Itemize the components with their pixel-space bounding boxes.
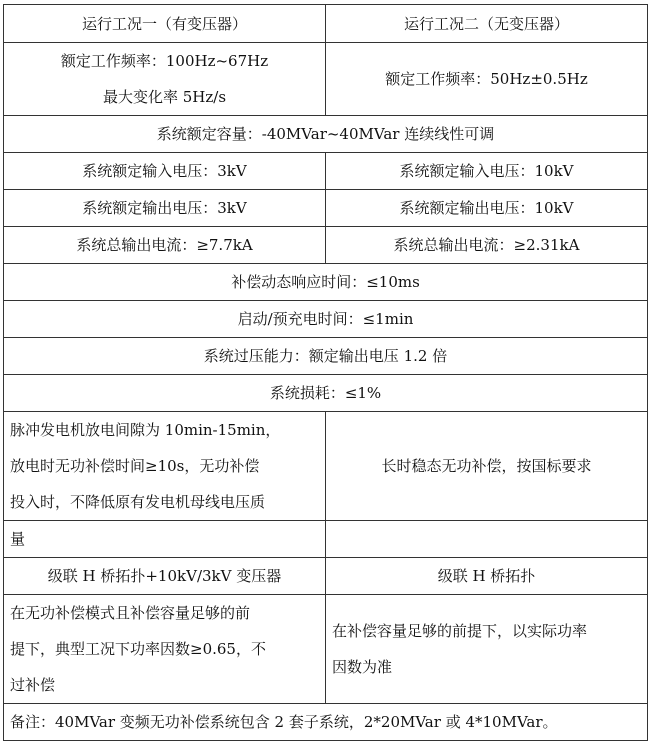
table-row [4,190,648,227]
output-voltage-right: 系统额定输出电压：10kV [326,190,648,227]
input-voltage-left: 系统额定输入电压：3kV [4,153,326,190]
table-row [4,116,648,153]
table-row [4,338,648,375]
power-factor-left-line3: 过补偿 [10,676,56,694]
frequency-left-cell [4,43,326,116]
output-current-left: 系统总输出电流：≥7.7kA [4,227,326,264]
table-row [4,521,648,558]
pulse-left-overflow: 量 [4,521,326,558]
table-row [4,412,648,521]
system-loss: 系统损耗：≤1% [4,375,648,412]
note: 备注：40MVar 变频无功补偿系统包含 2 套子系统，2*20MVar 或 4*10MVar。 [4,704,648,741]
capacity: 系统额定容量：-40MVar~40MVar 连续线性可调 [4,116,648,153]
frequency-left-line2: 最大变化率 5Hz/s [102,88,227,106]
power-factor-left-line1: 在无功补偿模式且补偿容量足够的前 [10,604,251,622]
table-row [4,227,648,264]
table-row [4,301,648,338]
input-voltage-right: 系统额定输入电压：10kV [326,153,648,190]
header-left: 运行工况一（有变压器） [4,5,326,43]
table-row [4,595,648,704]
table-row [4,375,648,412]
pulse-right: 长时稳态无功补偿，按国标要求 [326,412,648,521]
response-time: 补偿动态响应时间：≤10ms [4,264,648,301]
topology-right: 级联 H 桥拓扑 [326,558,648,595]
spec-table [3,4,648,741]
power-factor-right-line2: 因数为准 [332,658,393,676]
power-factor-left-line2: 提下，典型工况下功率因数≥0.65，不 [10,640,266,658]
frequency-left-line1: 额定工作频率：100Hz~67Hz [60,52,269,70]
pulse-left-cell [4,412,326,521]
topology-left: 级联 H 桥拓扑+10kV/3kV 变压器 [4,558,326,595]
table-row [4,558,648,595]
frequency-right: 额定工作频率：50Hz±0.5Hz [326,43,648,116]
pulse-left-line1: 脉冲发电机放电间隙为 10min-15min， [10,421,281,439]
table-row [4,43,648,116]
power-factor-left-cell [4,595,326,704]
pulse-left-line3: 投入时，不降低原有发电机母线电压质 [10,493,266,511]
power-factor-right-line1: 在补偿容量足够的前提下，以实际功率 [332,622,588,640]
table-row [4,5,648,43]
overvoltage: 系统过压能力：额定输出电压 1.2 倍 [4,338,648,375]
empty-cell [326,521,648,558]
table-row [4,264,648,301]
header-right: 运行工况二（无变压器） [326,5,648,43]
pulse-left-line2: 放电时无功补偿时间≥10s，无功补偿 [10,457,260,475]
table-row [4,704,648,741]
precharge-time: 启动/预充电时间：≤1min [4,301,648,338]
output-voltage-left: 系统额定输出电压：3kV [4,190,326,227]
output-current-right: 系统总输出电流：≥2.31kA [326,227,648,264]
power-factor-right-cell [326,595,648,704]
table-row [4,153,648,190]
